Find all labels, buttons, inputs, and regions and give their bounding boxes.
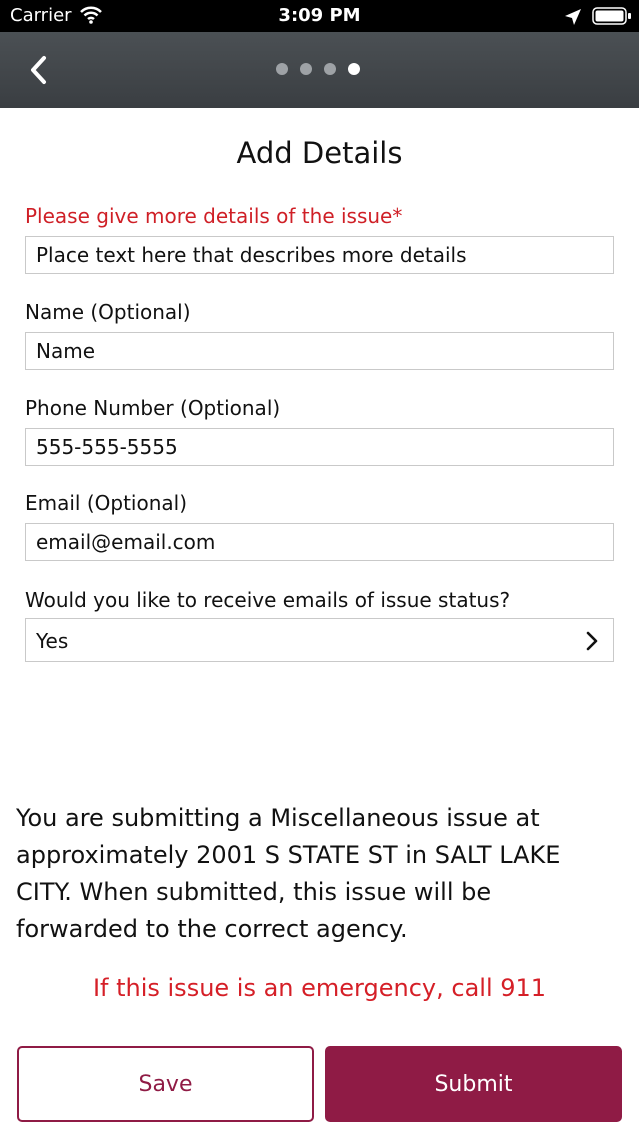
details-input[interactable] [25,236,614,274]
step-dot [300,63,312,75]
email-input[interactable] [25,523,614,561]
carrier-label: Carrier [10,5,72,26]
status-bar [0,0,639,32]
page-title: Add Details [236,136,403,170]
location-arrow-icon [564,8,582,26]
submission-summary: You are submitting a Miscellaneous issue at approximately 2001 S STATE ST in SALT LAKE CITY. When submitted, this issue will be forwarded to the correct agency. [16,804,561,943]
name-input[interactable] [25,332,614,370]
phone-label: Phone Number (Optional) [25,396,281,420]
details-label: Please give more details of the issue* [25,204,403,228]
submit-button[interactable]: Submit [325,1046,622,1122]
email-updates-select[interactable] [25,618,614,662]
emergency-notice: If this issue is an emergency, call 911 [92,974,547,1002]
navigation-bar [0,32,639,108]
step-dot-active [348,63,360,75]
email-label: Email (Optional) [25,491,188,515]
step-dot [276,63,288,75]
back-chevron-icon[interactable] [24,52,56,88]
email-updates-label: Would you like to receive emails of issue status? [25,588,511,612]
email-updates-value: Yes [36,629,69,653]
step-indicator [276,63,360,77]
chevron-right-icon [585,631,599,651]
battery-icon [592,7,632,25]
name-label: Name (Optional) [25,300,191,324]
phone-input[interactable] [25,428,614,466]
clock: 3:09 PM [278,5,361,26]
save-button[interactable]: Save [17,1046,314,1122]
step-dot [324,63,336,75]
